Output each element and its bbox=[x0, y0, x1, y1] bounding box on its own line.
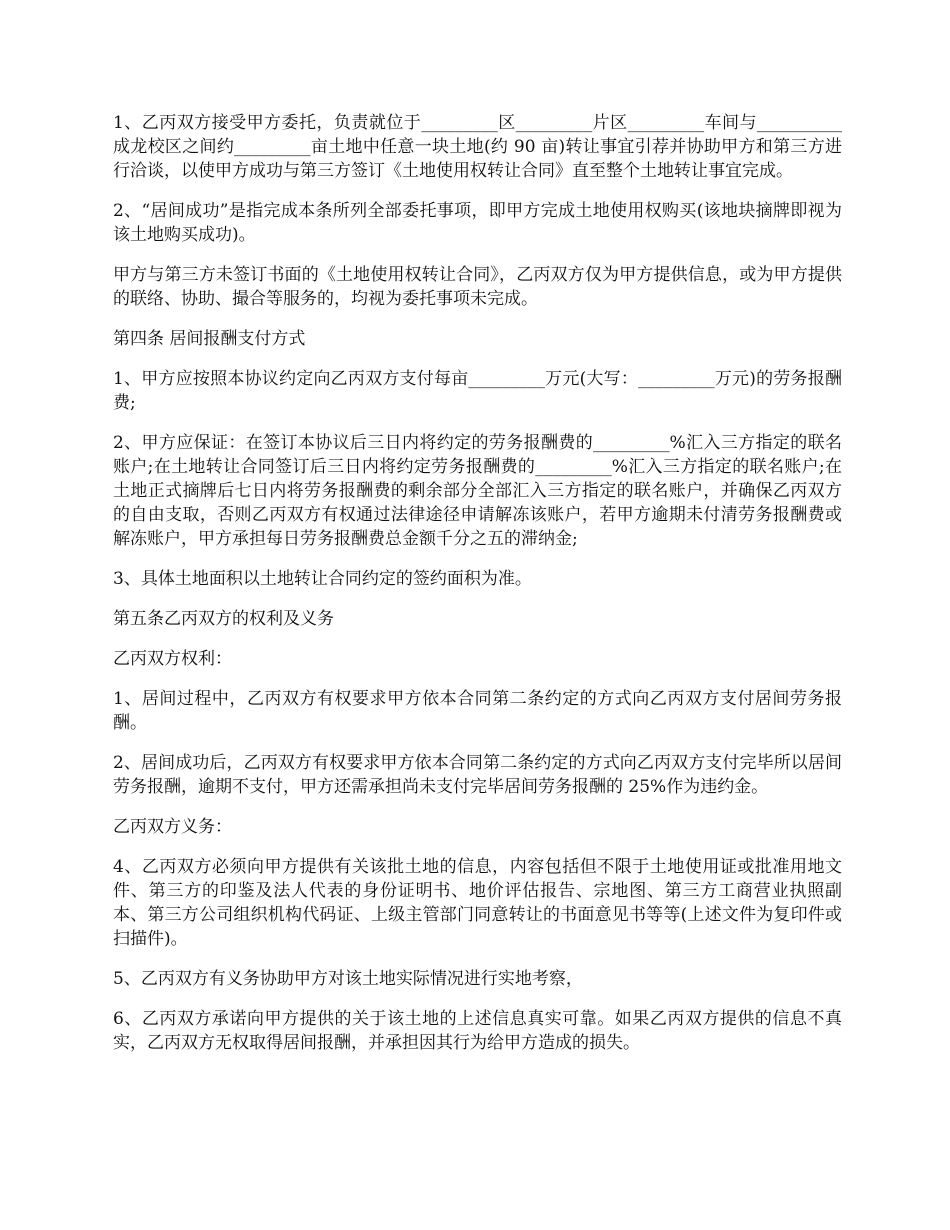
obligations-item-6: 6、乙丙双方承诺向甲方提供的关于该土地的上述信息真实可靠。如果乙丙双方提供的信息不真实，乙丙双方无权取得居间报酬，并承担因其行为给甲方造成的损失。 bbox=[113, 1009, 842, 1053]
obligations-subheading: 乙丙双方义务： bbox=[113, 817, 232, 837]
clause-1-entrustment: 1、乙丙双方接受甲方委托，负责就位于_________区_________片区_________车间与__________成龙校区之间约_________亩土地中任意一块土地(约 90 亩)转让事宜引荐并协助甲方和第三方进行洽谈，以使甲方成功与第三方签订《土地使用权转让合同》直至整个土地转让事宜完成。 bbox=[113, 113, 842, 181]
article-4-heading: 第四条 居间报酬支付方式 bbox=[113, 329, 306, 349]
obligations-item-5: 5、乙丙双方有义务协助甲方对该土地实际情况进行实地考察， bbox=[113, 969, 583, 989]
article-5-heading: 第五条乙丙双方的权利及义务 bbox=[113, 609, 334, 629]
rights-item-1: 1、居间过程中，乙丙双方有权要求甲方依本合同第二条约定的方式向乙丙双方支付居间劳务报酬。 bbox=[113, 689, 842, 733]
rights-item-2: 2、居间成功后，乙丙双方有权要求甲方依本合同第二条约定的方式向乙丙双方支付完毕所以居间劳务报酬，逾期不支付，甲方还需承担尚未支付完毕居间劳务报酬的 25%作为违约金。 bbox=[113, 753, 842, 797]
article-4-item-1: 1、甲方应按照本协议约定向乙丙双方支付每亩_________万元(大写：_________万元)的劳务报酬费; bbox=[113, 369, 842, 413]
obligations-item-4: 4、乙丙双方必须向甲方提供有关该批土地的信息，内容包括但不限于土地使用证或批准用地文件、第三方的印鉴及法人代表的身份证明书、地价评估报告、宗地图、第三方工商营业执照副本、第三方公司组织机构代码证、上级主管部门同意转让的书面意见书等等(上述文件为复印件或扫描件)。 bbox=[113, 857, 842, 949]
clause-2-success-definition: 2、“居间成功”是指完成本条所列全部委托事项，即甲方完成土地使用权购买(该地块摘牌即视为该土地购买成功)。 bbox=[113, 201, 842, 245]
article-4-item-2: 2、甲方应保证：在签订本协议后三日内将约定的劳务报酬费的_________%汇入三方指定的联名账户;在土地转让合同签订后三日内将约定劳务报酬费的_________%汇入三方指定的联名账户;在土地正式摘牌后七日内将劳务报酬费的剩余部分全部汇入三方指定的联名账户，并确保乙丙双方的自由支取，否则乙丙双方有权通过法律途径申请解冻该账户，若甲方逾期未付清劳务报酬费或解冻账户，甲方承担每日劳务报酬费总金额千分之五的滞纳金; bbox=[113, 433, 842, 549]
clause-incomplete-condition: 甲方与第三方未签订书面的《土地使用权转让合同》，乙丙双方仅为甲方提供信息，或为甲方提供的联络、协助、撮合等服务的，均视为委托事项未完成。 bbox=[113, 265, 842, 309]
rights-subheading: 乙丙双方权利： bbox=[113, 649, 232, 669]
article-4-item-3: 3、具体土地面积以土地转让合同约定的签约面积为准。 bbox=[113, 569, 532, 589]
